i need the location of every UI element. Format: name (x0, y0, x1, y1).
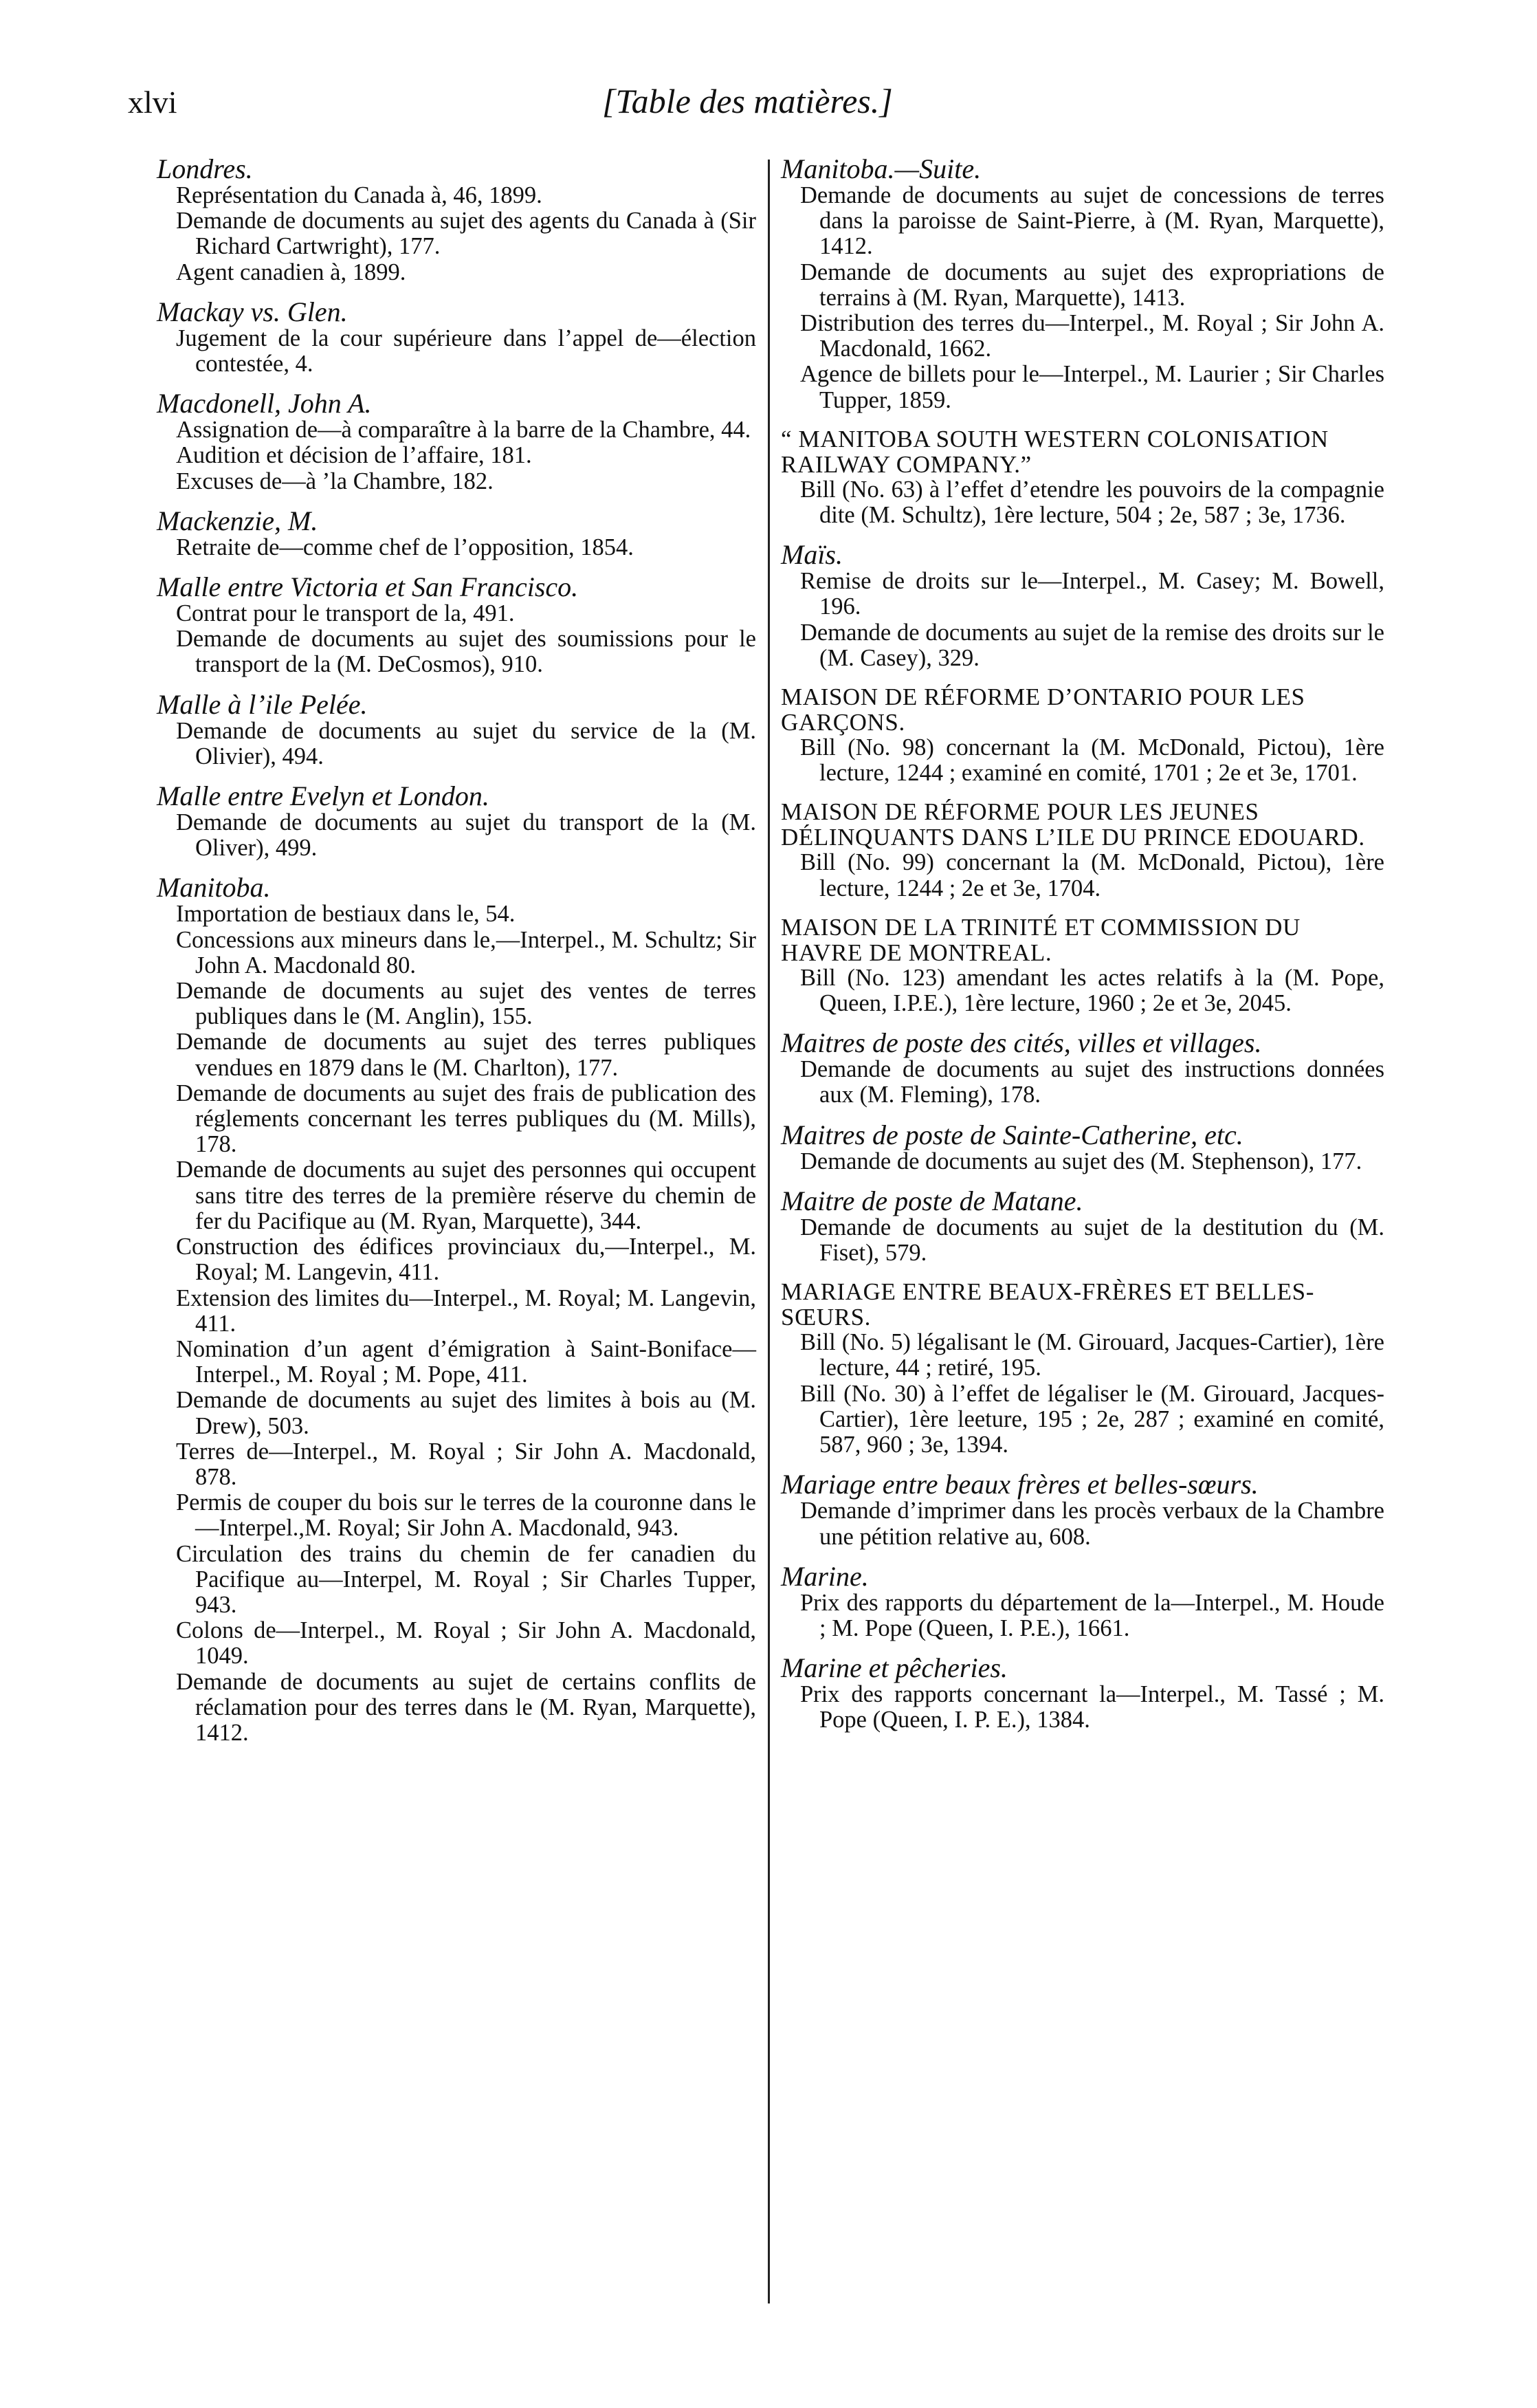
entry-subline: Demande de documents au sujet des expropriations de terrains à (M. Ryan, Marquette), 1413. (800, 259, 1384, 311)
entry-subline: Bill (No. 5) légalisant le (M. Girouard, Jacques-Cartier), 1ère lecture, 44 ; retiré, 195. (800, 1329, 1384, 1381)
index-entry (781, 1029, 1384, 1108)
entry-subline: Demande de documents au sujet de la destitution du (M. Fiset), 579. (800, 1214, 1384, 1267)
entry-subline: Demande d’imprimer dans les procès verbaux de la Chambre une pétition relative au, 608. (800, 1498, 1384, 1550)
entry-heading: MAISON DE LA TRINITÉ ET COMMISSION DU HAVRE DE MONTREAL. (781, 913, 1301, 966)
entry-subline: Bill (No. 63) à l’effet d’etendre les pouvoirs de la compagnie dite (M. Schultz), 1ère lecture, 504 ; 2e, 587 ; 3e, 1736. (800, 476, 1384, 529)
entry-heading: MAISON DE RÉFORME D’ONTARIO POUR LES GARÇONS. (781, 683, 1305, 736)
index-entry (781, 1471, 1384, 1549)
entry-heading: Manitoba. (157, 872, 271, 904)
index-entry (781, 1121, 1384, 1174)
index-entry (781, 155, 1384, 413)
entry-subline: Demande de documents au sujet des ventes de terres publiques dans le (M. Anglin), 155. (176, 978, 756, 1030)
entry-subline: Demande de documents au sujet des limites à bois au (M. Drew), 503. (176, 1387, 756, 1439)
entry-subline: Construction des édifices provinciaux du,—Interpel., M. Royal; M. Langevin, 411. (176, 1234, 756, 1286)
entry-heading: Londres. (157, 153, 253, 184)
entry-subline: Demande de documents au sujet des agents du Canada à (Sir Richard Cartwright), 177. (176, 208, 756, 260)
entry-subline: Prix des rapports concernant la—Interpel., M. Tassé ; M. Pope (Queen, I. P. E.), 1384. (800, 1681, 1384, 1733)
entry-heading: Malle à l’ile Pelée. (157, 688, 368, 720)
entry-heading: Maïs. (781, 539, 843, 571)
entry-subline: Demande de documents au sujet de certains conflits de réclamation pour des terres dans le (M. Ryan, Marquette), 1412. (176, 1668, 756, 1746)
entry-subline: Jugement de la cour supérieure dans l’appel de—élection contestée, 4. (176, 325, 756, 377)
entry-subline: Demande de documents au sujet des (M. Stephenson), 177. (800, 1148, 1362, 1174)
section-title: [Table des matières.] (602, 82, 893, 120)
entry-heading: MAISON DE RÉFORME POUR LES JEUNES DÉLINQUANTS DANS L’ILE DU PRINCE EDOUARD. (781, 798, 1365, 851)
entry-subline: Bill (No. 98) concernant la (M. McDonald, Pictou), 1ère lecture, 1244 ; examiné en comité, 1701 ; 2e et 3e, 1701. (800, 734, 1384, 787)
entry-subline: Bill (No. 99) concernant la (M. McDonald, Pictou), 1ère lecture, 1244 ; 2e et 3e, 1704. (800, 849, 1384, 901)
entry-subline: Agence de billets pour le—Interpel., M. Laurier ; Sir Charles Tupper, 1859. (800, 361, 1384, 413)
index-entry (781, 541, 1384, 671)
entry-subline: Terres de—Interpel., M. Royal ; Sir John A. Macdonald, 878. (176, 1438, 756, 1490)
entry-subline: Assignation de—à comparaître à la barre de la Chambre, 44. (176, 417, 751, 444)
entry-subline: Contrat pour le transport de la, 491. (176, 600, 515, 627)
entry-subline: Audition et décision de l’affaire, 181. (176, 442, 532, 469)
entry-subline: Agent canadien à, 1899. (176, 259, 406, 285)
entry-subline: Excuses de—à ’la Chambre, 182. (176, 468, 494, 494)
entry-heading: Maitre de poste de Matane. (781, 1185, 1083, 1216)
entry-subline: Demande de documents au sujet de concessions de terres dans la paroisse de Saint-Pierre, à (M. Ryan, Marquette), 1412. (800, 182, 1384, 260)
right-column (781, 155, 1384, 1747)
entry-subline: Remise de droits sur le—Interpel., M. Casey; M. Bowell, 196. (800, 568, 1384, 620)
entry-subline: Prix des rapports du département de la—Interpel., M. Houde ; M. Pope (Queen, I. P.E.), 1661. (800, 1589, 1384, 1641)
entry-heading: “ MANITOBA SOUTH WESTERN COLONISATION RAILWAY COMPANY.” (781, 425, 1329, 478)
entry-heading: Malle entre Evelyn et London. (157, 780, 489, 812)
column-divider (768, 160, 770, 2303)
entry-heading: Mackenzie, M. (157, 505, 318, 536)
index-entry (781, 426, 1384, 528)
entry-subline: Circulation des trains du chemin de fer canadien du Pacifique au—Interpel, M. Royal ; Sir Charles Tupper, 943. (176, 1540, 756, 1618)
entry-subline: Bill (No. 123) amendant les actes relatifs à la (M. Pope, Queen, I.P.E.), 1ère lecture, 1960 ; 2e et 3e, 2045. (800, 964, 1384, 1017)
entry-heading: MARIAGE ENTRE BEAUX-FRÈRES ET BELLES-SŒURS. (781, 1278, 1314, 1331)
entry-heading: Marine. (781, 1560, 869, 1592)
entry-subline: Extension des limites du—Interpel., M. Royal; M. Langevin, 411. (176, 1284, 756, 1337)
index-entry (781, 915, 1384, 1016)
entry-subline: Concessions aux mineurs dans le,—Interpel., M. Schultz; Sir John A. Macdonald 80. (176, 926, 756, 978)
entry-subline: Permis de couper du bois sur le terres de la couronne dans le—Interpel.,M. Royal; Sir John A. Macdonald, 943. (176, 1489, 756, 1542)
index-entry (157, 874, 756, 1746)
entry-subline: Demande de documents au sujet de la remise des droits sur le (M. Casey), 329. (800, 619, 1384, 671)
index-entry (157, 573, 756, 678)
entry-subline: Colons de—Interpel., M. Royal ; Sir John A. Macdonald, 1049. (176, 1617, 756, 1670)
index-entry (157, 688, 756, 769)
index-entry (157, 507, 756, 560)
index-entry (781, 1560, 1384, 1641)
entry-heading: Maitres de poste de Sainte-Catherine, etc. (781, 1119, 1243, 1150)
left-column (157, 155, 756, 1759)
entry-heading: Manitoba.—Suite. (781, 153, 982, 184)
entry-heading: Macdonell, John A. (157, 388, 372, 419)
entry-subline: Représentation du Canada à, 46, 1899. (176, 182, 542, 208)
entry-subline: Demande de documents au sujet des personnes qui occupent sans titre des terres de la première réserve du chemin de fer du Pacifique au (M. Ryan, Marquette), 344. (176, 1157, 756, 1234)
index-entry (781, 1654, 1384, 1733)
index-entry (781, 684, 1384, 786)
entry-subline: Demande de documents au sujet des soumissions pour le transport de la (M. DeCosmos), 910. (176, 626, 756, 678)
entry-subline: Bill (No. 30) à l’effet de légaliser le (M. Girouard, Jacques-Cartier), 1ère leeture, 195 ; 2e, 287 ; examiné en comité, 587, 960 ; 3e, 1394. (800, 1380, 1384, 1458)
entry-heading: Marine et pêcheries. (781, 1652, 1008, 1684)
index-entry (157, 782, 756, 861)
entry-heading: Malle entre Victoria et San Francisco. (157, 571, 579, 603)
index-entry (157, 390, 756, 494)
entry-subline: Distribution des terres du—Interpel., M. Royal ; Sir John A. Macdonald, 1662. (800, 310, 1384, 362)
index-entry (157, 298, 756, 377)
entry-subline: Demande de documents au sujet des instructions données aux (M. Fleming), 178. (800, 1056, 1384, 1108)
entry-heading: Mariage entre beaux frères et belles-sœurs. (781, 1469, 1259, 1500)
entry-subline: Demande de documents au sujet des terres publiques vendues en 1879 dans le (M. Charlton), 177. (176, 1029, 756, 1081)
entry-subline: Demande de documents au sujet du transport de la (M. Oliver), 499. (176, 809, 756, 862)
index-entry (157, 155, 756, 285)
entry-subline: Retraite de—comme chef de l’opposition, 1854. (176, 534, 634, 560)
entry-subline: Demande de documents au sujet des frais de publication des réglements concernant les terres publiques du (M. Mills), 178. (176, 1080, 756, 1158)
page-number: xlvi (128, 85, 177, 120)
index-entry (781, 799, 1384, 901)
index-entry (781, 1279, 1384, 1458)
entry-subline: Importation de bestiaux dans le, 54. (176, 901, 516, 928)
entry-subline: Demande de documents au sujet du service de la (M. Olivier), 494. (176, 717, 756, 769)
index-entry (781, 1187, 1384, 1266)
entry-heading: Mackay vs. Glen. (157, 296, 348, 327)
entry-heading: Maitres de poste des cités, villes et villages. (781, 1027, 1262, 1059)
entry-subline: Nomination d’un agent d’émigration à Saint-Boniface—Interpel., M. Royal ; M. Pope, 411. (176, 1335, 756, 1388)
